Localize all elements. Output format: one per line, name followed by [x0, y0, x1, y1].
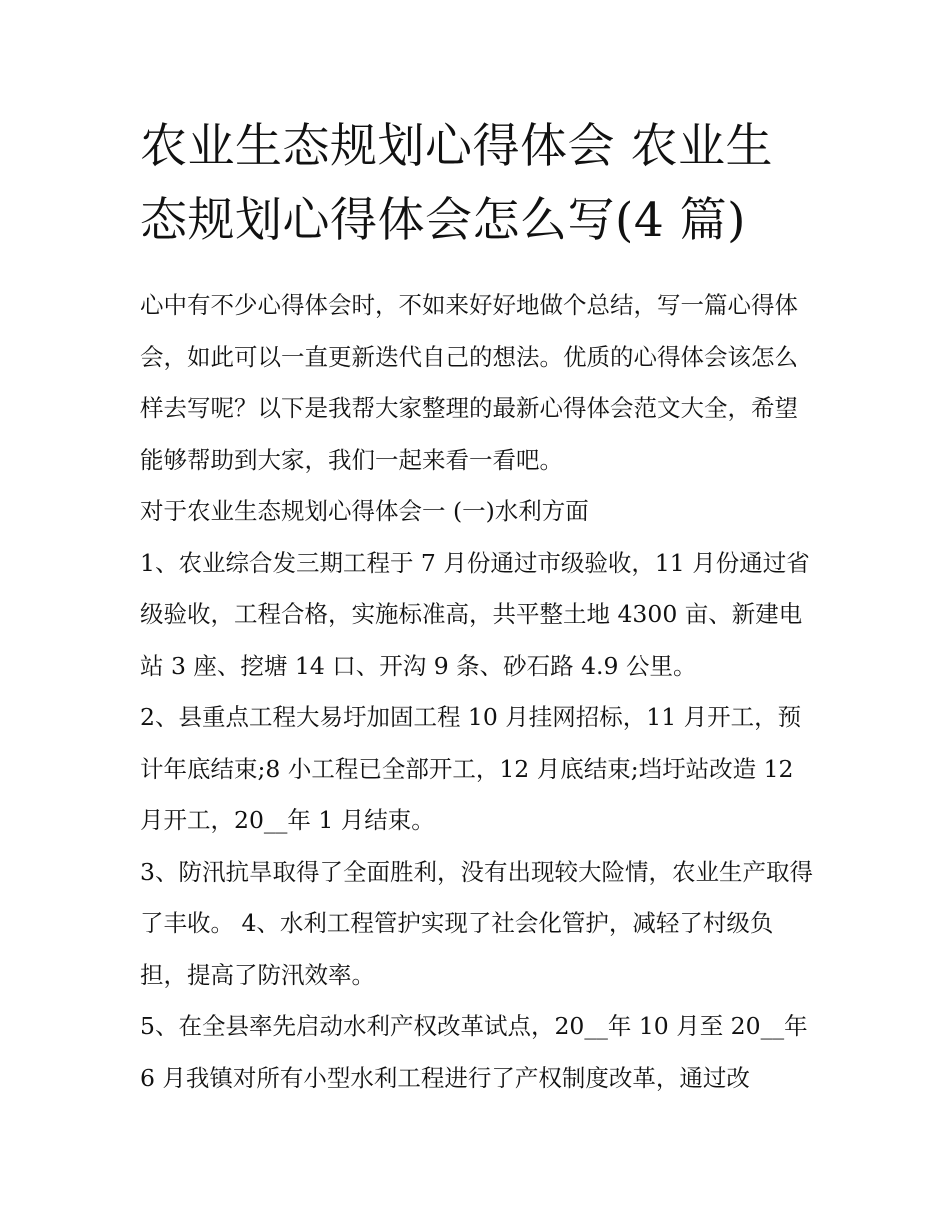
document-body — [140, 110, 815, 1104]
list-item-2: 2、县重点工程大易圩加固工程 10 月挂网招标，11 月开工，预计年底结束;8 小工程已全部开工，12 月底结束;垱圩站改造 12 月开工，20__年 1 月结束。 — [140, 703, 802, 834]
list-item-5: 5、在全县率先启动水利产权改革试点，20__年 10 月至 20__年 6 月我镇对所有小型水利工程进行了产权制度改革，通过改 — [140, 1012, 808, 1092]
list-item-3-4: 3、防汛抗旱取得了全面胜利，没有出现较大险情，农业生产取得了丰收。 4、水利工程管护实现了社会化管护，减轻了村级负担，提高了防汛效率。 — [140, 857, 813, 989]
intro-paragraph: 心中有不少心得体会时，不如来好好地做个总结，写一篇心得体会，如此可以一直更新迭代自己的想法。优质的心得体会该怎么样去写呢？以下是我帮大家整理的最新心得体会范文大全，希望能够帮助到大家，我们一起来看一看吧。 — [140, 291, 798, 474]
section-heading: 对于农业生态规划心得体会一 (一)水利方面 — [140, 497, 589, 525]
document-title: 农业生态规划心得体会 农业生态规划心得体会怎么写(4 篇) — [140, 119, 773, 248]
list-item-1: 1、农业综合发三期工程于 7 月份通过市级验收，11 月份通过省级验收，工程合格，实施标准高，共平整土地 4300 亩、新建电站 3 座、挖塘 14 口、开沟 9 条、砂石路 4.9 公里。 — [140, 548, 810, 680]
